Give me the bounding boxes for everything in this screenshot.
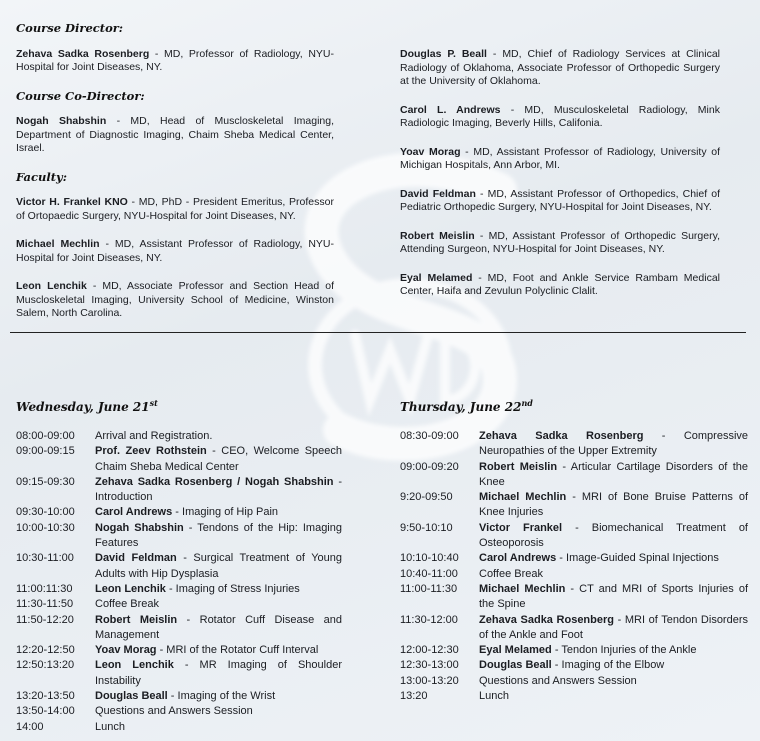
talk-title: Questions and Answers Session: [95, 705, 253, 718]
faculty-desc: - MD, Assistant Professor of Radiology, NYU-Hospital for Joint Diseases, NY.: [16, 238, 334, 264]
faculty-entry: [16, 115, 334, 156]
faculty-entry: [400, 188, 720, 215]
schedule-desc: [479, 521, 748, 552]
talk-title: - Rotator Cuff Disease and Management: [95, 613, 342, 641]
thursday-title: Thursday, June 22nd: [400, 398, 533, 414]
schedule-desc: [95, 689, 342, 704]
faculty-name: Carol L. Andrews: [400, 103, 501, 116]
schedule-desc: [479, 689, 748, 704]
faculty-entry: [16, 48, 334, 75]
schedule-time: 13:50-14:00: [16, 705, 75, 718]
talk-title: - Tendons of the Hip: Imaging Features: [95, 521, 342, 550]
schedule-row: [400, 674, 748, 689]
speaker-name: Robert Meislin: [95, 613, 178, 626]
speaker-name: Michael Mechlin: [479, 582, 566, 595]
talk-title: - Imaging of Stress Injuries: [165, 582, 300, 595]
schedule-row: [16, 613, 342, 644]
schedule-time: 11:50-12:20: [16, 613, 74, 626]
schedule-time: 12:00-12:30: [400, 644, 459, 657]
talk-title: - Imaging of Hip Pain: [172, 506, 279, 519]
talk-title: - Compressive Neuropathies of the Upper Extremity: [479, 430, 748, 458]
schedule-row: [400, 521, 748, 552]
schedule-time: 11:00-11:30: [400, 582, 458, 595]
speaker-name: Carol Andrews: [95, 506, 173, 519]
speaker-name: Leon Lenchik: [95, 582, 166, 595]
schedule-row: [400, 567, 748, 582]
faculty-desc: - MD, Assistant Professor of Orthopedic Surgery, Attending Surgeon, NYU-Hospital for Joint Diseases, NY.: [400, 229, 720, 255]
schedule-time: 11:00:11:30: [16, 582, 73, 595]
schedule-desc: [95, 521, 342, 552]
left-column: [16, 22, 334, 336]
faculty-heading: Faculty:: [16, 169, 67, 184]
schedule-time: 10:30-11:00: [16, 552, 74, 565]
faculty-name: Douglas P. Beall: [400, 48, 487, 60]
speaker-name: Victor Frankel: [479, 521, 563, 534]
schedule-desc: [95, 551, 342, 582]
speaker-name: Michael Mechlin: [479, 491, 567, 504]
schedule-desc: [95, 613, 342, 644]
schedule-time: 09:00-09:20: [400, 460, 459, 473]
schedule-time: 13:20-13:50: [16, 690, 75, 703]
faculty-name: Eyal Melamed: [400, 271, 473, 284]
schedule-row: [400, 643, 748, 658]
faculty-entry: [400, 146, 720, 173]
schedule-row: [16, 643, 342, 658]
speaker-name: Nogah Shabshin: [95, 521, 184, 534]
faculty-entry: [400, 104, 720, 131]
faculty-desc: - MD, Head of Muscloskeletal Imaging, Department of Diagnostic Imaging, Chaim Sheba Medical Center, Israel.: [16, 115, 334, 154]
schedule-desc: [479, 567, 748, 582]
schedule-row: [16, 704, 342, 719]
speaker-name: David Feldman: [95, 552, 177, 565]
speaker-name: Robert Meislin: [479, 460, 558, 473]
faculty-desc: - MD, Assistant Professor of Radiology, University of Michigan Hospitals, Ann Arbor, MI.: [400, 145, 721, 171]
faculty-name: Victor H. Frankel KNO: [16, 196, 128, 208]
schedule-desc: [479, 613, 748, 644]
talk-title: Coffee Break: [95, 598, 160, 611]
schedule-time: 09:15-09:30: [16, 475, 75, 488]
schedule-desc: [95, 429, 342, 444]
speaker-name: Zehava Sadka Rosenberg / Nogah Shabshin: [95, 475, 334, 488]
talk-title: - Introduction: [95, 475, 342, 504]
schedule-desc: [95, 643, 342, 658]
talk-title: Lunch: [95, 720, 125, 733]
talk-title: - CT and MRI of Sports Injuries of the Spine: [479, 582, 748, 611]
talk-title: Coffee Break: [479, 567, 544, 580]
speaker-name: Carol Andrews: [479, 552, 557, 565]
talk-title: - Image-Guided Spinal Injections: [556, 552, 719, 565]
schedule-desc: [95, 475, 342, 506]
talk-title: Lunch: [479, 690, 509, 703]
schedule-desc: [479, 429, 748, 460]
schedule-time: 13:00-13:20: [400, 674, 459, 687]
talk-title: - Imaging of the Elbow: [551, 659, 665, 672]
faculty-desc: - MD, Chief of Radiology Services at Clinical Radiology of Oklahoma, Associate Professor of Orthopedic Surgery at the University of Oklahoma.: [400, 48, 720, 87]
schedule-time: 08:00-09:00: [16, 430, 75, 442]
speaker-name: Zehava Sadka Rosenberg: [479, 430, 644, 442]
talk-title: - Biomechanical Treatment of Osteoporosis: [479, 521, 748, 550]
schedule-time: 10:00-10:30: [16, 521, 75, 534]
speaker-name: Zehava Sadka Rosenberg: [479, 613, 614, 626]
talk-title: - MRI of the Rotator Cuff Interval: [156, 644, 319, 657]
talk-title: - Tendon Injuries of the Ankle: [551, 644, 697, 657]
talk-title: - CEO, Welcome Speech Chaim Sheba Medical Center: [95, 445, 342, 473]
schedule-row: [400, 551, 748, 566]
speaker-name: Leon Lenchik: [95, 659, 174, 672]
schedule-row: [400, 582, 748, 613]
schedule-time: 9:20-09:50: [400, 491, 453, 504]
faculty-name: David Feldman: [400, 187, 476, 200]
talk-title: - MRI of Bone Bruise Patterns of Knee Injuries: [479, 491, 748, 519]
thursday-schedule: [400, 429, 748, 704]
faculty-desc: - MD, PhD - President Emeritus, Professor of Ortopaedic Surgery, NYU-Hospital for Joint Diseases, NY.: [16, 196, 334, 222]
schedule-desc: [95, 444, 342, 475]
schedule-row: [16, 429, 342, 444]
schedule-row: [16, 689, 342, 704]
schedule-row: [16, 582, 342, 597]
schedule-desc: [95, 597, 342, 612]
schedule-time: 13:20: [400, 690, 428, 703]
faculty-desc: - MD, Assistant Professor of Orthopedics, Chief of Pediatric Orthopedic Surgery, NYU-Hospital for Joint Diseases, NY.: [400, 187, 721, 213]
schedule-time: 08:30-09:00: [400, 430, 459, 442]
faculty-entry: [16, 196, 334, 223]
faculty-name: Yoav Morag: [400, 145, 461, 158]
speaker-name: Yoav Morag: [95, 644, 157, 657]
schedule-row: [400, 429, 748, 460]
schedule-time: 12:20-12:50: [16, 644, 75, 657]
schedule-desc: [479, 551, 748, 566]
schedule-time: 12:50:13:20: [16, 659, 75, 672]
faculty-desc: - MD, Professor of Radiology, NYU-Hospital for Joint Diseases, NY.: [16, 47, 334, 73]
speaker-name: Prof. Zeev Rothstein: [95, 445, 207, 458]
speaker-name: Eyal Melamed: [479, 644, 552, 657]
schedule-row: [16, 597, 342, 612]
schedule-time: 09:30-10:00: [16, 506, 75, 519]
right-column: [400, 48, 720, 314]
schedule-desc: [479, 643, 748, 658]
schedule-row: [16, 475, 342, 506]
schedule-time: 10:40-11:00: [400, 567, 458, 580]
faculty-name: Robert Meislin: [400, 229, 475, 242]
schedule-time: 11:30-12:00: [400, 613, 458, 626]
schedule-time: 11:30-11:50: [16, 598, 74, 611]
faculty-name: Leon Lenchik: [16, 280, 87, 292]
schedule-row: [400, 490, 748, 521]
faculty-name: Michael Mechlin: [16, 238, 100, 250]
talk-title: - Surgical Treatment of Young Adults with Hip Dysplasia: [95, 552, 342, 580]
schedule-desc: [95, 658, 342, 689]
schedule-row: [400, 613, 748, 644]
wednesday-schedule: [16, 429, 342, 735]
schedule-desc: [479, 658, 748, 673]
schedule-time: 09:00-09:15: [16, 445, 75, 458]
schedule-desc: [95, 720, 342, 735]
schedule-desc: [479, 674, 748, 689]
course-director-heading: Course Director:: [16, 21, 124, 35]
talk-title: Arrival and Registration.: [95, 430, 213, 442]
speaker-name: Douglas Beall: [479, 659, 552, 672]
schedule-row: [400, 460, 748, 491]
schedule-row: [16, 720, 342, 735]
schedule-desc: [479, 490, 748, 521]
talk-title: - MRI of Tendon Disorders of the Ankle and Foot: [479, 613, 748, 641]
faculty-name: Nogah Shabshin: [16, 115, 107, 127]
co-director-heading: Course Co-Director:: [16, 88, 145, 103]
schedule-row: [16, 444, 342, 475]
section-divider: [10, 332, 746, 333]
faculty-name: Zehava Sadka Rosenberg: [16, 47, 150, 60]
schedule-desc: [95, 505, 342, 520]
speaker-name: Douglas Beall: [95, 690, 168, 703]
schedule-time: 10:10-10:40: [400, 552, 459, 565]
schedule-desc: [95, 704, 342, 719]
schedule-row: [16, 505, 342, 520]
schedule-row: [16, 551, 342, 582]
schedule-time: 9:50-10:10: [400, 521, 453, 534]
schedule-desc: [479, 582, 748, 613]
schedule-row: [400, 658, 748, 673]
schedule-row: [16, 521, 342, 552]
faculty-desc: - MD, Associate Professor and Section Head of Muscloskeletal Imaging, University School of Medicine, Winston Salem, North Carolina.: [16, 280, 335, 319]
talk-title: - MR Imaging of Shoulder Instability: [95, 659, 343, 687]
talk-title: - Imaging of the Wrist: [167, 690, 276, 703]
schedule-time: 14:00: [16, 720, 44, 733]
faculty-entry: [400, 230, 720, 257]
faculty-desc: - MD, Foot and Ankle Service Rambam Medical Center, Haifa and Zevulun Polyclinic Clalit.: [400, 271, 720, 297]
wednesday-title: Wednesday, June 21st: [16, 398, 158, 414]
talk-title: Questions and Answers Session: [479, 674, 637, 687]
faculty-entry: [16, 238, 334, 265]
schedule-desc: [479, 460, 748, 491]
schedule-row: [16, 658, 342, 689]
faculty-desc: - MD, Musculoskeletal Radiology, Mink Radiologic Imaging, Beverly Hills, Califonia.: [400, 103, 720, 129]
schedule-row: [400, 689, 748, 704]
faculty-entry: [400, 48, 720, 89]
faculty-entry: [16, 280, 334, 321]
schedule-desc: [95, 582, 342, 597]
talk-title: - Articular Cartilage Disorders of the Knee: [479, 460, 748, 488]
faculty-entry: [400, 272, 720, 299]
schedule-time: 12:30-13:00: [400, 659, 459, 672]
